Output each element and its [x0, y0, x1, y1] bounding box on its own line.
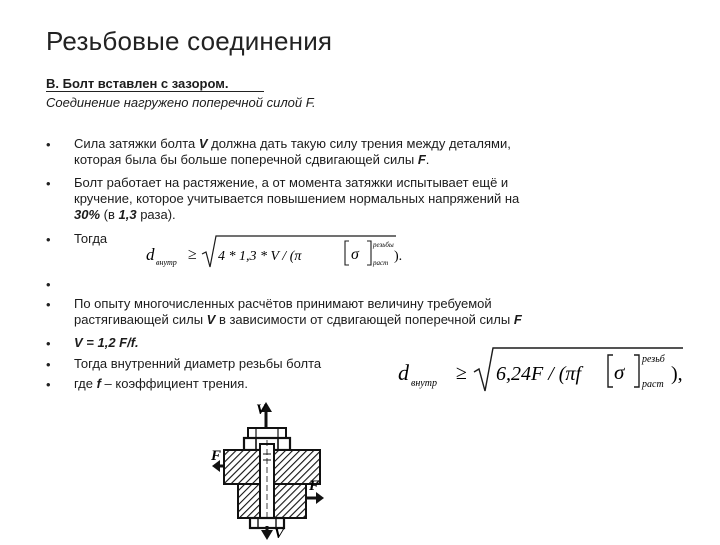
formula-superscript: резьб — [642, 354, 665, 365]
label-v-top: V — [256, 402, 267, 418]
bolt-shank — [260, 440, 274, 526]
formula-superscript: резьбы — [373, 241, 394, 249]
formula-close: ), — [671, 363, 683, 385]
bullet-5-text: По опыту многочисленных расчётов принимают величину требуемой растягивающей силы V в зависимости от сдвигающей поперечной силы F — [74, 296, 522, 327]
bullet-2-text: Болт работает на растяжение, а от момента затяжки испытывает ещё и кручение, которое учитывается повышением нормальных напряжений на 30% (в 1,3 раза). — [74, 175, 520, 222]
bullet-8-text: где f – коэффициент трения. — [74, 376, 248, 391]
section-heading: В. Болт вставлен с зазором. — [46, 76, 229, 91]
formula-body: 6,24F / (πf — [496, 363, 582, 385]
label-f-right: F — [309, 478, 320, 494]
heading-underline — [46, 91, 264, 92]
formula-subscript: раст — [373, 259, 389, 267]
bullet-marker: • — [46, 176, 51, 191]
formula-inner-diameter-1 — [144, 232, 414, 279]
label-v-bottom: V — [274, 526, 285, 540]
bullet-3-text: Тогда — [74, 231, 108, 246]
formula-sigma: σ — [614, 360, 625, 384]
bullet-6-text: V = 1,2 F/f. — [74, 335, 139, 350]
formula-sigma: σ — [351, 246, 359, 263]
bullet-7-text: Тогда внутренний диаметр резьбы болта — [74, 356, 322, 371]
bullet-marker: • — [46, 297, 51, 312]
formula-symbol-d: d — [398, 360, 409, 385]
bullet-marker: • — [46, 137, 51, 152]
formula-symbol-d: d — [146, 245, 155, 264]
formula-subscript: раст — [642, 379, 664, 390]
formula-subscript: внутр — [156, 258, 177, 267]
formula-close: ). — [394, 249, 403, 264]
bullet-marker: • — [46, 336, 51, 351]
bullet-marker: • — [46, 277, 51, 292]
bullet-1-text: Сила затяжки болта V должна дать такую силу трения между деталями, которая была бы больше поперечной сдвигающей силы F. — [74, 136, 511, 167]
bolt-joint-figure — [210, 398, 330, 545]
page-title: Резьбовые соединения — [46, 26, 333, 56]
formula-subscript: внутр — [411, 378, 437, 389]
formula-relation: ≥ — [456, 362, 467, 384]
bullet-marker: • — [46, 377, 51, 392]
bullet-marker: • — [46, 357, 51, 372]
bullet-marker: • — [46, 232, 51, 247]
formula-relation: ≥ — [188, 246, 197, 263]
formula-body: 4 * 1,3 * V / (π — [218, 249, 302, 264]
formula-inner-diameter-2 — [396, 344, 696, 403]
label-f-left: F — [211, 448, 222, 464]
section-subheading: Соединение нагружено поперечной силой F. — [46, 95, 316, 110]
